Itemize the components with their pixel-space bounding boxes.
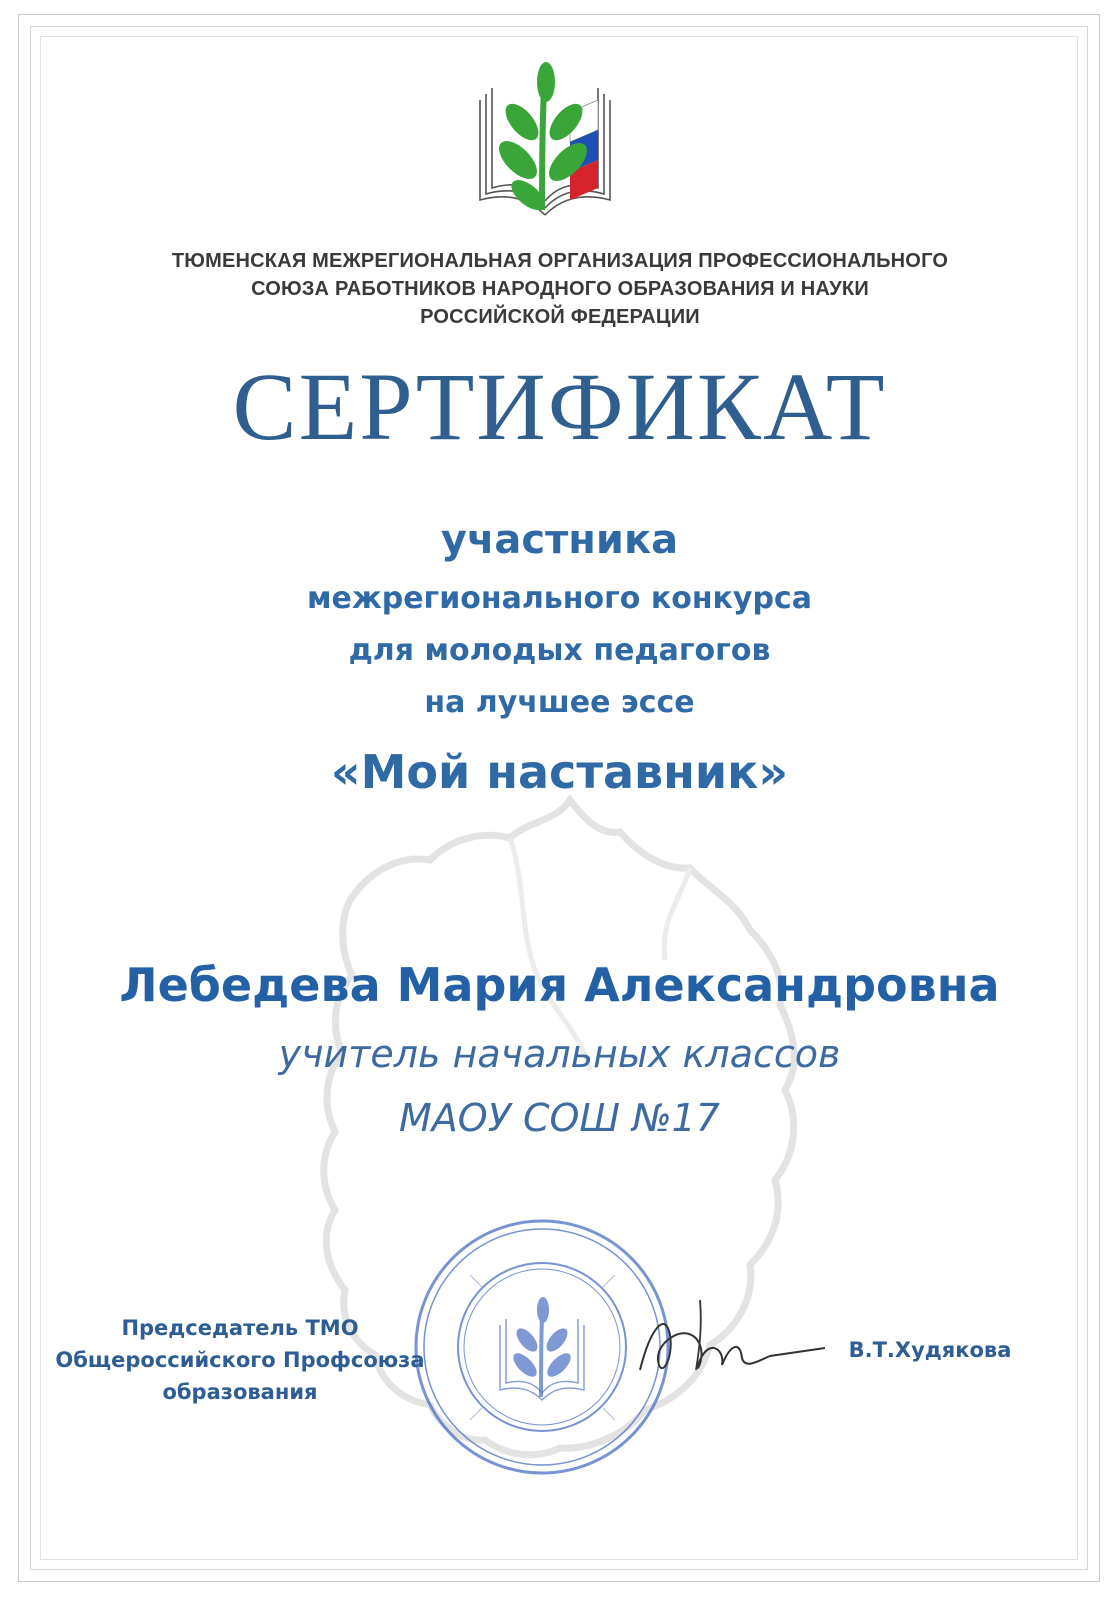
subtitle-contest-type: межрегионального конкурса — [307, 581, 812, 616]
signatory-title-line-3: образования — [162, 1380, 318, 1404]
recipient-name: Лебедева Мария Александровна — [119, 958, 1000, 1012]
organization-name — [60, 247, 1060, 331]
signatory-title-line-2: Общероссийского Профсоюза — [55, 1348, 425, 1372]
subtitle-audience: для молодых педагогов — [348, 633, 771, 668]
recipient-school: МАОУ СОШ №17 — [399, 1096, 720, 1140]
contest-name: «Мой наставник» — [330, 745, 789, 799]
organization-line-1: ТЮМЕНСКАЯ МЕЖРЕГИОНАЛЬНАЯ ОРГАНИЗАЦИЯ ПРОФЕССИОНАЛЬНОГО — [171, 250, 949, 272]
trade-union-logo — [470, 60, 620, 230]
subtitle-category: на лучшее эссе — [424, 685, 695, 720]
signatory-name: В.Т.Худякова — [848, 1338, 1012, 1362]
handwritten-signature — [630, 1290, 830, 1400]
signatory-title — [40, 1312, 440, 1408]
recipient-position: учитель начальных классов — [278, 1032, 841, 1076]
organization-line-3: РОССИЙСКОЙ ФЕДЕРАЦИИ — [420, 306, 700, 328]
subtitle-participant: участника — [440, 517, 679, 563]
certificate-title: СЕРТИФИКАТ — [232, 353, 887, 460]
signatory-title-line-1: Председатель ТМО — [121, 1316, 359, 1340]
organization-line-2: СОЮЗА РАБОТНИКОВ НАРОДНОГО ОБРАЗОВАНИЯ И НАУКИ — [251, 278, 869, 300]
